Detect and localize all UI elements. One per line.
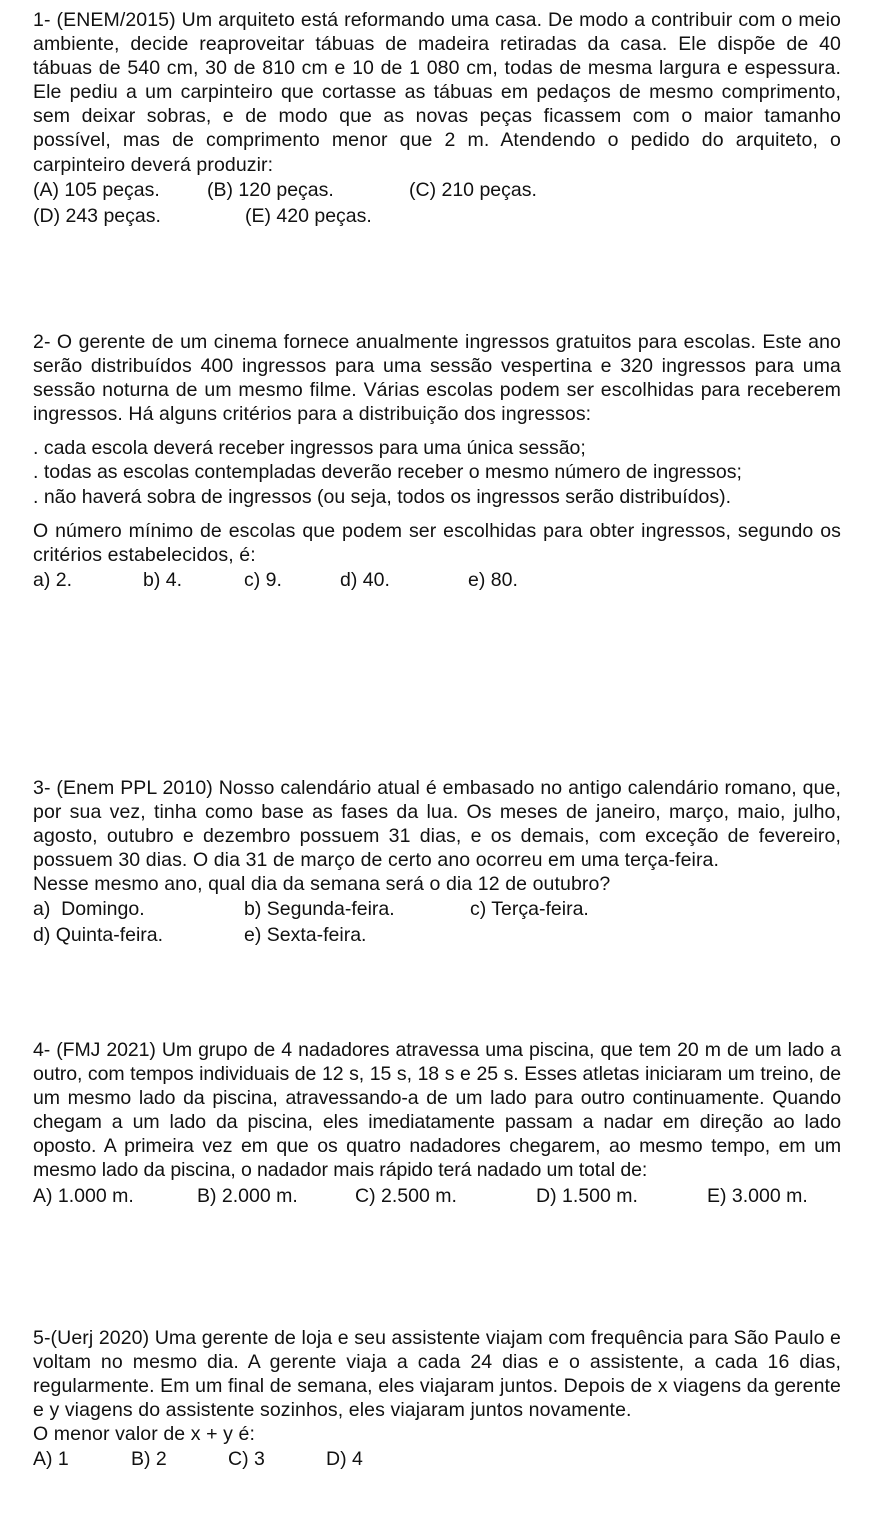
question-4-option-c[interactable]: C) 2.500 m. bbox=[355, 1184, 457, 1207]
question-1-option-b[interactable]: (B) 120 peças. bbox=[207, 178, 334, 201]
question-1-option-e[interactable]: (E) 420 peças. bbox=[245, 204, 372, 227]
question-5-option-c[interactable]: C) 3 bbox=[228, 1448, 265, 1471]
question-2-option-c[interactable]: c) 9. bbox=[244, 568, 282, 591]
question-3-option-c[interactable]: c) Terça-feira. bbox=[470, 898, 589, 921]
question-5 bbox=[33, 1326, 841, 1472]
question-3-prompt: Nesse mesmo ano, qual dia da semana será o dia 12 de outubro? bbox=[33, 873, 611, 896]
question-4-option-e[interactable]: E) 3.000 m. bbox=[707, 1184, 808, 1207]
question-1-options-row-1 bbox=[33, 177, 841, 203]
question-1-options-row-2 bbox=[33, 203, 841, 229]
question-2-option-a[interactable]: a) 2. bbox=[33, 568, 73, 591]
question-3 bbox=[33, 776, 841, 948]
question-2-stem: 2- O gerente de um cinema fornece anualmente ingressos gratuitos para escolas. Este ano serão distribuídos 400 ingressos para uma sessão vespertina e 320 ingressos para uma sessão noturna de um mesmo filme. Várias escolas podem ser escolhidas para receberem ingressos. Há alguns critérios para a distribuição dos ingressos: bbox=[33, 331, 841, 426]
question-1-stem: 1- (ENEM/2015) Um arquiteto está reformando uma casa. De modo a contribuir com o meio ambiente, decide reaproveitar tábuas de madeira retiradas da casa. Ele dispõe de 40 tábuas de 540 cm, 30 de 810 cm e 10 de 1 080 cm, todas de mesma largura e espessura. Ele pediu a um carpinteiro que cortasse as tábuas em pedaços de mesmo comprimento, sem deixar sobras, e de modo que as novas peças ficassem com o maior tamanho possível, mas de comprimento menor que 2 m. Atendendo o pedido do arquiteto, o carpinteiro deverá produzir: bbox=[33, 9, 841, 176]
question-3-stem: 3- (Enem PPL 2010) Nosso calendário atual é embasado no antigo calendário romano, que, por sua vez, tinha como base as fases da lua. Os meses de janeiro, março, maio, julho, agosto, outubro e dezembro possuem 31 dias, e os demais, com exceção de fevereiro, possuem 30 dias. O dia 31 de março de certo ano ocorreu em uma terça-feira. bbox=[33, 777, 841, 872]
question-2-prompt: O número mínimo de escolas que podem ser escolhidas para obter ingressos, segundo os critérios estabelecidos, é: bbox=[33, 519, 841, 566]
question-2-criterion-3: . não haverá sobra de ingressos (ou seja, todos os ingressos serão distribuídos). bbox=[33, 485, 732, 508]
question-3-options-row-1 bbox=[33, 896, 841, 922]
question-5-option-d[interactable]: D) 4 bbox=[326, 1448, 363, 1471]
question-1 bbox=[33, 8, 841, 229]
question-5-option-b[interactable]: B) 2 bbox=[131, 1448, 167, 1471]
question-2-criterion-1: . cada escola deverá receber ingressos para uma única sessão; bbox=[33, 437, 586, 460]
question-4 bbox=[33, 1038, 841, 1209]
question-2-option-b[interactable]: b) 4. bbox=[143, 568, 183, 591]
question-2-option-d[interactable]: d) 40. bbox=[340, 568, 390, 591]
question-3-option-e[interactable]: e) Sexta-feira. bbox=[244, 924, 367, 947]
question-5-prompt: O menor valor de x + y é: bbox=[33, 1423, 255, 1446]
question-4-option-b[interactable]: B) 2.000 m. bbox=[197, 1184, 298, 1207]
question-5-stem: 5-(Uerj 2020) Uma gerente de loja e seu assistente viajam com frequência para São Paulo e voltam no mesmo dia. A gerente viaja a cada 24 dias e o assistente, a cada 16 dias, regularmente. Em um final de semana, eles viajaram juntos. Depois de x viagens da gerente e y viagens do assistente sozinhos, eles viajaram juntos novamente. bbox=[33, 1327, 841, 1422]
question-3-option-d[interactable]: d) Quinta-feira. bbox=[33, 924, 164, 947]
question-2-criterion-2: . todas as escolas contempladas deverão receber o mesmo número de ingressos; bbox=[33, 461, 742, 484]
question-1-option-d[interactable]: (D) 243 peças. bbox=[33, 204, 161, 227]
question-1-option-c[interactable]: (C) 210 peças. bbox=[409, 178, 537, 201]
question-5-option-a[interactable]: A) 1 bbox=[33, 1448, 69, 1471]
question-3-option-a[interactable]: a) Domingo. bbox=[33, 898, 145, 921]
question-3-option-b[interactable]: b) Segunda-feira. bbox=[244, 898, 395, 921]
question-2-option-e[interactable]: e) 80. bbox=[468, 568, 518, 591]
question-4-option-d[interactable]: D) 1.500 m. bbox=[536, 1184, 638, 1207]
question-4-option-a[interactable]: A) 1.000 m. bbox=[33, 1184, 134, 1207]
question-3-options-row-2 bbox=[33, 922, 841, 948]
question-4-stem: 4- (FMJ 2021) Um grupo de 4 nadadores atravessa uma piscina, que tem 20 m de um lado a outro, com tempos individuais de 12 s, 15 s, 18 s e 25 s. Esses atletas iniciaram um treino, de um mesmo lado da piscina, atravessando-a de um lado para outro continuamente. Quando chegam a um lado da piscina, eles imediatamente passam a nadar em direção ao lado oposto. A primeira vez em que os quatro nadadores chegarem, ao mesmo tempo, em um mesmo lado da piscina, o nadador mais rápido terá nadado um total de: bbox=[33, 1039, 841, 1182]
question-5-options-row bbox=[33, 1446, 841, 1472]
question-2 bbox=[33, 330, 841, 593]
question-1-option-a[interactable]: (A) 105 peças. bbox=[33, 178, 160, 201]
question-4-options-row bbox=[33, 1183, 841, 1209]
question-2-options-row bbox=[33, 567, 841, 593]
